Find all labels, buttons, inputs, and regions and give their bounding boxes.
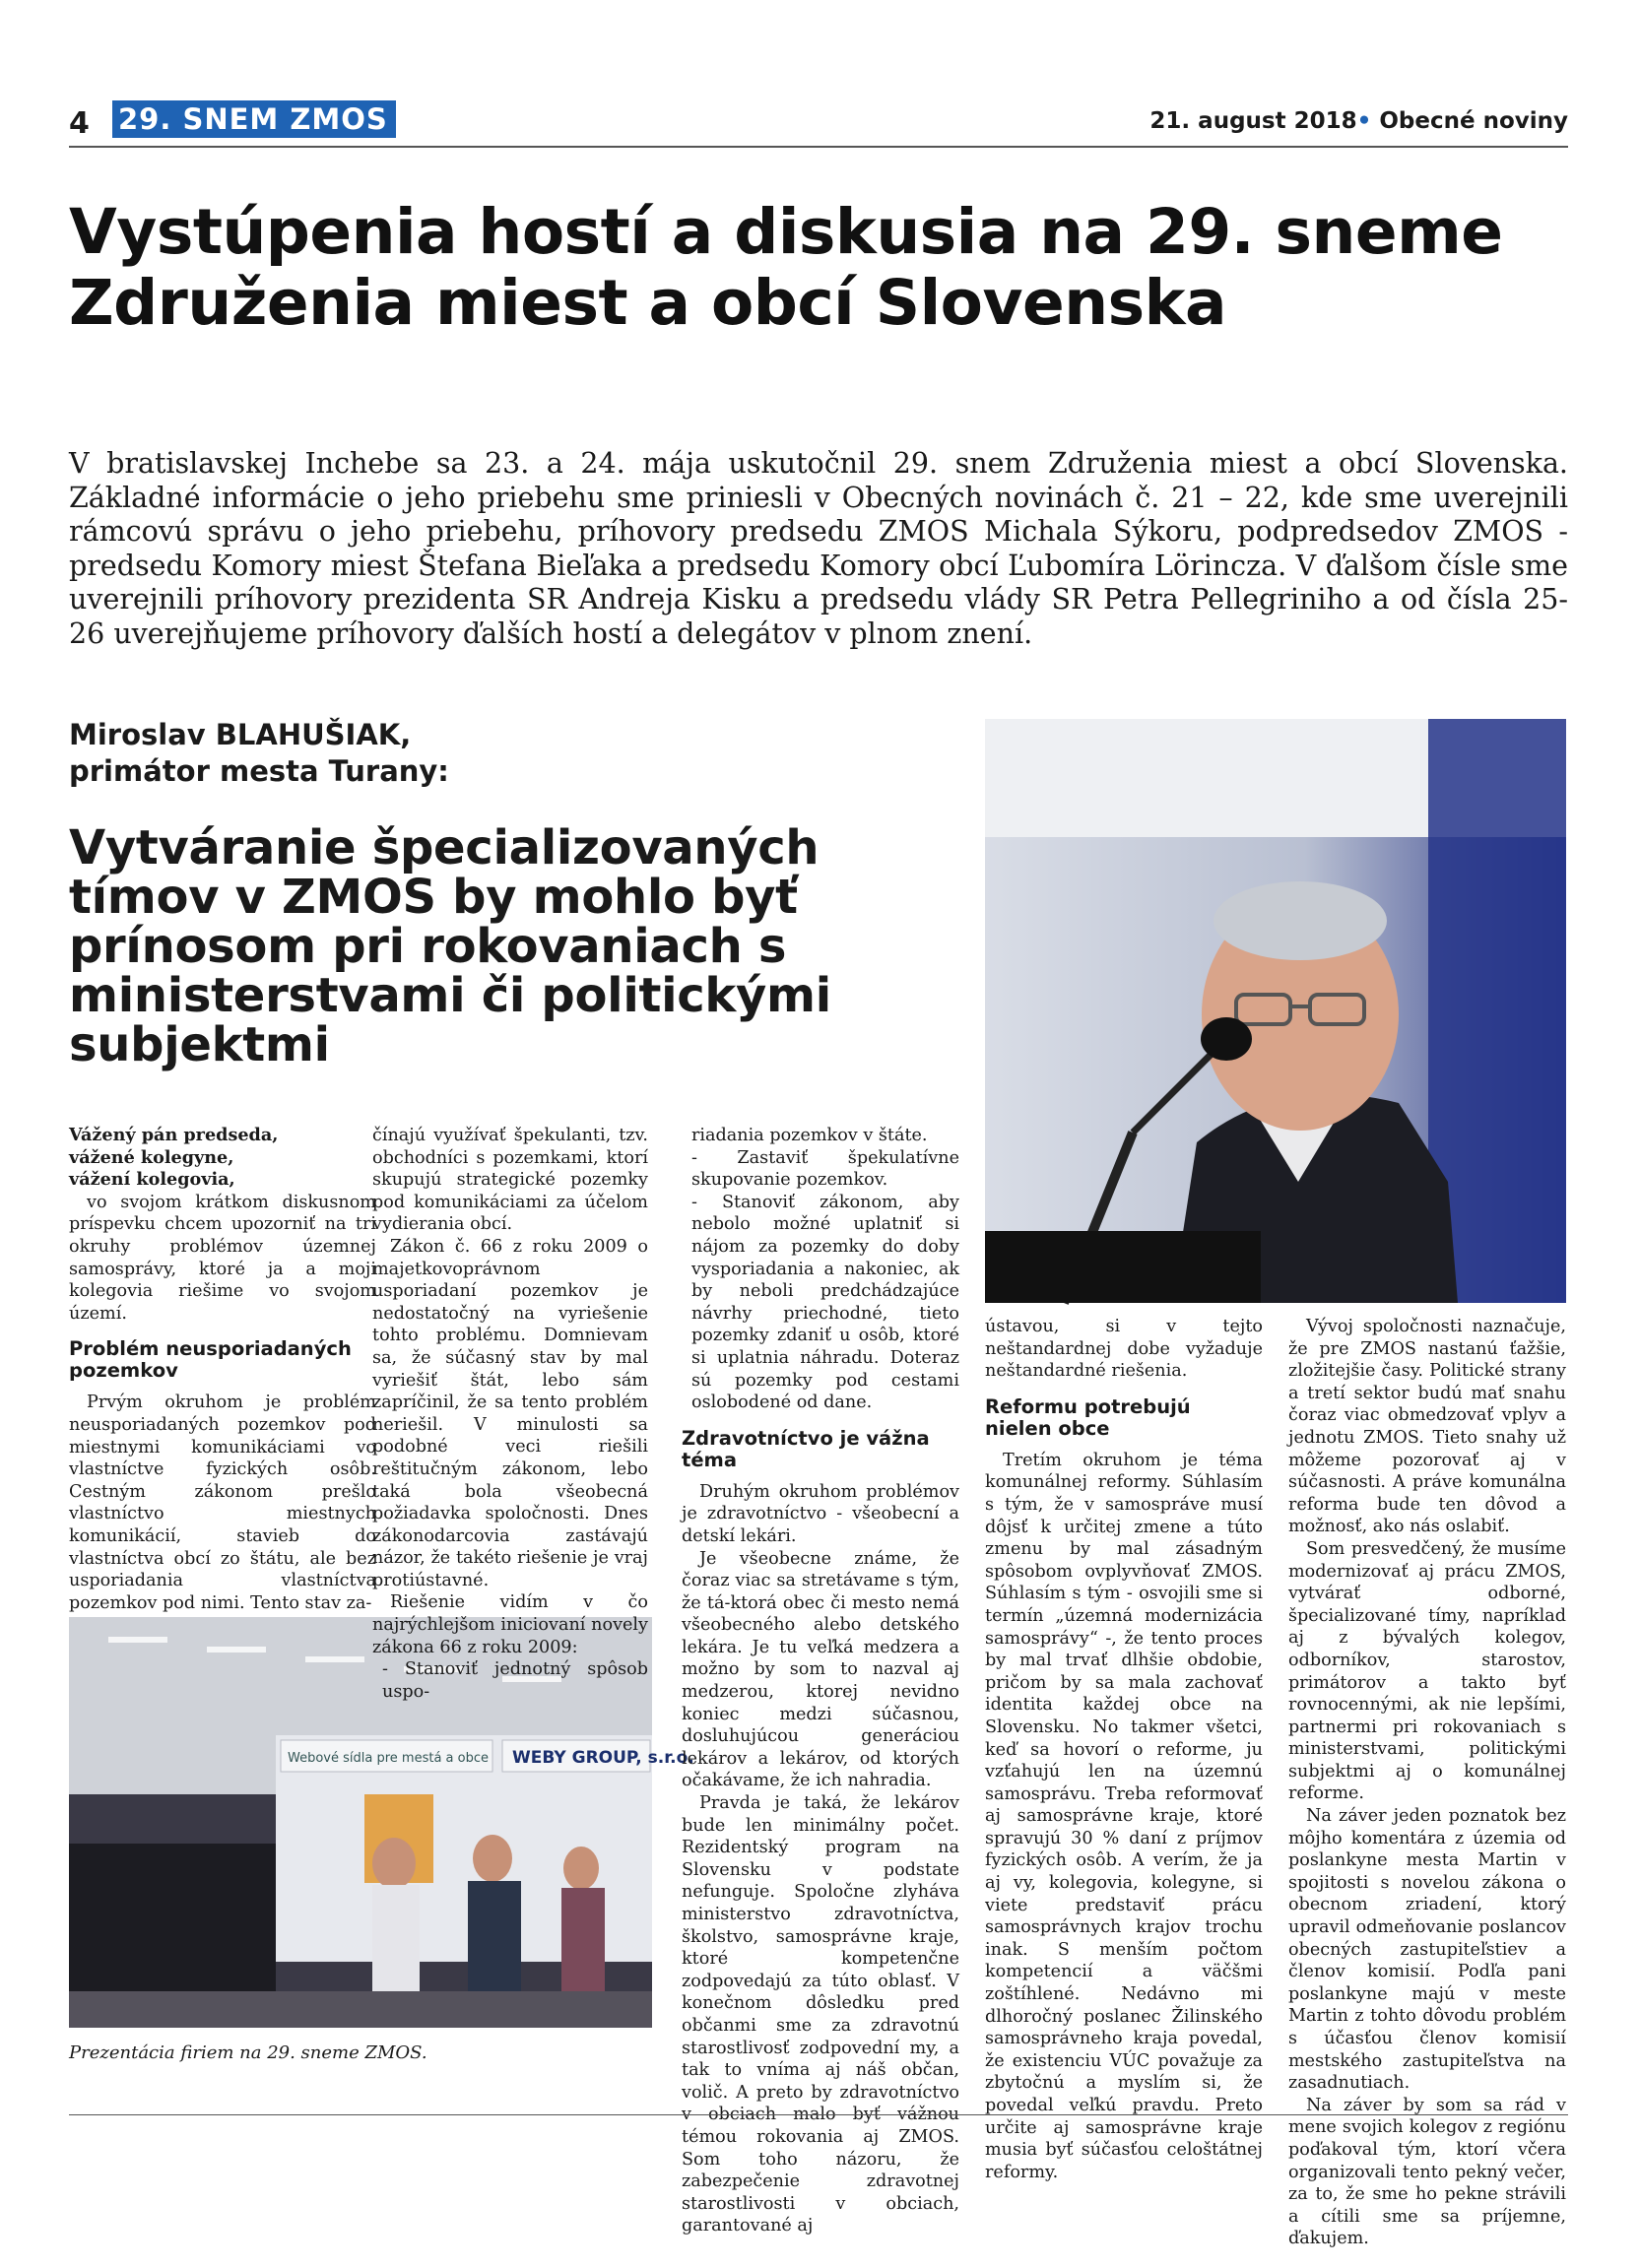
publication-name: Obecné noviny (1379, 108, 1568, 134)
speaker-credit (69, 717, 955, 790)
section-heading: Problém neusporiadaných pozemkov (69, 1337, 352, 1383)
paragraph: Som presvedčený, že musíme modernizovať aj prácu ZMOS, vytvárať odborné, špecializované tímy, napríklad aj z bývalých kolegov, odborníkov, starostov, primátorov a takto byť rovnocennými, ak nie lepšími, partnermi pri rokovaniach s ministerstvami, politickými subjektmi aj o komunálnej reforme. (1288, 1538, 1566, 1804)
list-item: - Stanoviť zákonom, aby nebolo možné uplatniť si nájom za pozemky do doby vysporiadania a nakoniec, ak by neboli predchádzajúce návrhy priechodné, tieto pozemky zdaniť u osôb, ktoré si uplatnia náhradu. Doteraz sú pozemky pod cestami oslobodené od dane. (691, 1192, 959, 1413)
booth-sign-left: Webové sídla pre mestá a obce (288, 1751, 489, 1766)
footer-divider (69, 2114, 1568, 2115)
header-divider (69, 146, 1568, 148)
section-heading: Reformu potrebujú nielen obce (985, 1394, 1191, 1440)
paragraph: Pravda je taká, že lekárov bude len minimálny počet. Rezidentský program na Slovensku v podstate nefunguje. Spoločne zlyháva ministerstvo zdravotníctva, školstvo, samosprávne kraje, ktoré kompetenčne zodpovedajú za túto oblasť. V konečnom dôsledku pred občanmi sme za zdravotnú starostlivosť zodpovední my, a tak to vníma aj náš občan, volič. A preto by zdravotníctvo v obciach malo byť vážnou témou rokovania aj ZMOS. Som toho názoru, že zabezpečenie zdravotnej starostlivosti v obciach, garantované aj (682, 1793, 959, 2236)
booth-sign-right: WEBY GROUP, s.r.o. (512, 1748, 694, 1768)
section-label: 29. SNEM ZMOS (112, 100, 396, 138)
paragraph: Tretím okruhom je téma komunálnej reformy. Súhlasím s tým, že v samospráve musí dôjsť k určitej zmene a túto zmenu by mal zásadným spôsobom ovplyvňovať ZMOS. Súhlasím s tým - osvojili sme si termín „územná modernizácia samosprávy“ -, že tento proces by mal trvať dlhšie obdobie, pričom by sa mala zachovať identita každej obce na Slovensku. No takmer všetci, keď sa hovorí o reforme, ju vzťahujú len na územnú samosprávu. Treba reformovať aj samosprávne kraje, ktoré spravujú 30 % daní z príjmov fyzických osôb. A verím, že ja aj vy, kolegovia, kolegyne, si viete predstaviť prácu samosprávnych krajov trochu inak. S menším počtom kompetencií a väčšmi zoštíhlené. Nedávno mi dlhoročný poslanec Žilinského samosprávneho kraja povedal, že existenciu VÚC považuje za zbytočnú a myslím si, že povedal veľkú pravdu. Preto určite aj samosprávne kraje musia byť súčasťou celoštátnej reformy. (985, 1450, 1263, 2182)
speaker-photo (985, 719, 1566, 1303)
salutation: vážené kolegyne, (69, 1146, 234, 1168)
paragraph: ústavou, si v tejto neštandardnej dobe vyžaduje neštandardné riešenia. (985, 1317, 1263, 1382)
article-lead: V bratislavskej Inchebe sa 23. a 24. mája uskutočnil 29. snem Združenia miest a obcí Slovenska. Základné informácie o jeho priebehu sme priniesli v Obecných novinách č. 21 – 22, kde sme uverejnili rámcovú správu o jeho priebehu, príhovory predsedu ZMOS Michala Sýkoru, podpredsedov ZMOS - predsedu Komory miest Štefana Bieľaka a predsedu Komory obcí Ľubomíra Lörincza. V ďalšom čísle sme uverejnili príhovory prezidenta SR Andreja Kisku a predsedu vlády SR Petra Pellegriniho a od čísla 25-26 uverejňujeme príhovory ďalších hostí a delegátov v plnom znení. (69, 447, 1568, 650)
paragraph: Prvým okruhom je problém neusporiadaných pozemkov pod miestnymi komunikáciami vo vlastníctve fyzických osôb. Cestným zákonom prešlo vlastníctvo miestnych komunikácií, stavieb do vlastníctva obcí zo štátu, ale bez usporiadania vlastníctva pozemkov pod nimi. Tento stav za- (69, 1393, 376, 1613)
page-number: 4 (69, 106, 90, 141)
speaker-photo-illustration (985, 719, 1566, 1303)
list-item: - Zastaviť špekulatívne skupovanie pozemkov. (691, 1147, 959, 1191)
text-column-2 (372, 1125, 648, 1703)
paragraph: Na záver jeden poznatok bez môjho komentára z územia od poslankyne mesta Martin v spojitosti s novelou zákona o obecnom zriadení, ktorý upravil odmeňovanie poslancov obecných zastupiteľstiev a členov komisií. Podľa pani poslankyne majú v meste Martin z tohto dôvodu problém s účasťou členov komisií mestského zastupiteľstva na zasadnutiach. (1288, 1806, 1566, 2094)
salutation: Vážený pán predseda, (69, 1125, 279, 1145)
paragraph: Zákon č. 66 z roku 2009 o majetkovoprávnom usporiadaní pozemkov je nedostatočný na vyriešenie tohto problému. Domnievam sa, že súčasný stav by mal vyriešiť štát, lebo sám zapríčinil, že sa tento problém neriešil. V minulosti sa podobné veci riešili reštitučným zákonom, lebo taká bola všeobecná požiadavka spoločnosti. Dnes zákonodarcovia zastávajú názor, že takéto riešenie je vraj protiústavné. (372, 1236, 648, 1590)
speech-title: Vytváranie špecializovaných tímov v ZMOS by mohlo byť prínosom pri rokovaniach s ministerstvami či politickými subjektmi (69, 820, 831, 1072)
section-heading: Zdravotníctvo je vážna téma (682, 1426, 930, 1471)
issue-info (1149, 108, 1568, 134)
list-item: - Stanoviť jednotný spôsob uspo- (382, 1659, 648, 1702)
text-column-5 (1288, 1316, 1566, 2250)
text-column-1 (69, 1125, 376, 1614)
text-column-4 (985, 1316, 1263, 2183)
speaker-role: primátor mesta Turany: (69, 754, 449, 788)
list-item: riadania pozemkov v štáte. (691, 1126, 928, 1145)
paragraph: čínajú využívať špekulanti, tzv. obchodníci s pozemkami, ktorí skupujú strategické pozemky pod komunikáciami za účelom vydierania obcí. (372, 1126, 648, 1235)
paragraph: Riešenie vidím v čo najrýchlejšom iniciovaní novely zákona 66 z roku 2009: (372, 1592, 648, 1657)
paragraph: Na záver by som sa rád v mene svojich kolegov z regiónu poďakoval tým, ktorí včera organizovali tento pekný večer, za to, že sme ho pekne strávili a cítili sme sa príjemne, ďakujem. (1288, 2095, 1566, 2249)
separator-dot: • (1356, 108, 1372, 134)
issue-date: 21. august 2018 (1149, 108, 1357, 134)
article-title: Vystúpenia hostí a diskusia na 29. sneme Združenia miest a obcí Slovenska (69, 196, 1503, 339)
salutation: vážení kolegovia, (69, 1169, 235, 1191)
text-column-3 (682, 1125, 959, 2237)
paragraph: Druhým okruhom problémov je zdravotníctvo - všeobecní a detskí lekári. (682, 1481, 959, 1546)
speaker-name: Miroslav BLAHUŠIAK, (69, 718, 412, 751)
paragraph: Vývoj spoločnosti naznačuje, že pre ZMOS nastanú ťažšie, zložitejšie časy. Politické strany a tretí sektor budú mať snahu čoraz viac obmedzovať vplyv a jednotu ZMOS. Tieto snahy už môžeme pozorovať aj v súčasnosti. A práve komunálna reforma bude ten dôvod a možnosť, ako nás oslabiť. (1288, 1317, 1566, 1537)
paragraph: vo svojom krátkom diskusnom príspevku chcem upozorniť na tri okruhy problémov územnej samosprávy, ktoré ja a moji kolegovia riešime vo svojom území. (69, 1192, 376, 1324)
photo-caption: Prezentácia firiem na 29. sneme ZMOS. (69, 2042, 427, 2063)
paragraph: Je všeobecne známe, že čoraz viac sa stretávame s tým, že tá-ktorá obec či mesto nemá všeobecného alebo detského lekára. Je tu veľká medzera a možno by som to nazval aj medzerou, ktorej nevidno koniec medzi súčasnou, dosluhujúcou generáciou lekárov a lekárov, od ktorých očakávame, že ich nahradia. (682, 1548, 959, 1791)
